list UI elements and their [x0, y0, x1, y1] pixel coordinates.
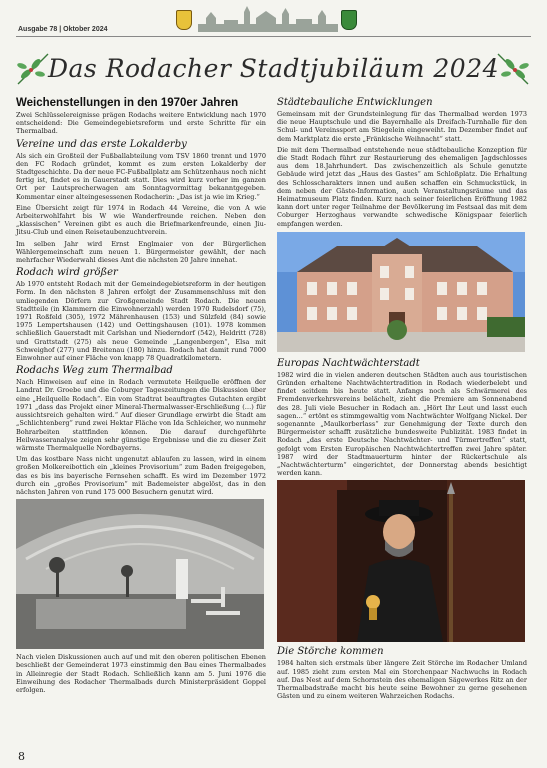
section-heading: Vereine und das erste Lokalderby	[16, 138, 187, 150]
paragraph: Nach vielen Diskussionen auch auf und mit den oberen politischen Ebenen beschließt der Gemeinderat 1973 einstimmig den Bau eines Thermalbades in Alleinregie der Stadt Rodach. Schließlich kann am 5. Juni 1976 die Einweihung des Rodacher Thermalbads durch Ministerpräsident Goppel erfolgen.	[16, 653, 266, 694]
paragraph: Als sich ein Großteil der Fußballabteilung vom TSV 1860 trennt und 1970 den FC Rodach gründet, kommt es zum ersten Lokalderby der Stadtgeschichte. Da der neue FC-Fußballplatz am Schützenhaus noch nicht fertig ist, findet es in Gauerstadt statt. Dies wird kurz vorher im ganzen Ort per Lautsprecherwagen am Sonntagvormittag bekanntgegeben. Kommentar einer alteingesessenen Rodacherin: „Das ist ja wie im Krieg.“	[16, 151, 266, 201]
page-header	[0, 0, 547, 40]
left-column	[16, 94, 266, 697]
section-heading: Die Störche kommen	[277, 646, 384, 658]
castle-photo	[277, 232, 525, 352]
thermal-bath-photo	[16, 499, 264, 649]
article-headline: Weichenstellungen in den 1970er Jahren	[16, 97, 239, 109]
district-crest-icon	[341, 10, 357, 30]
article-intro: Zwei Schlüsselereignisse prägen Rodachs weitere Entwicklung nach 1970 entscheidend: Die Gemeindegebietsreform und erste Schritte für ein Thermalbad.	[16, 111, 266, 136]
paragraph: Um das kostbare Nass nicht ungenutzt ablaufen zu lassen, wird in einem großen Molkereibottich ein „kleines Provisorium“ zum Baden freigegeben, das es bis ins bayerische Fernsehen schafft. Es wird im Dezember 1972 durch ein „großes Provisorium“ mit Bademeister abgelöst, das in den nächsten Jahren von rund 175 000 Besuchern genutzt wird.	[16, 455, 266, 496]
section-heading: Städtebauliche Entwicklungen	[277, 97, 433, 108]
page-title: Das Rodacher Stadtjubiläum 2024	[47, 54, 500, 83]
section-heading: Rodachs Weg zum Thermalbad	[16, 365, 173, 377]
section-heading: Europas Nachtwächterstadt	[277, 357, 420, 369]
page-number: 8	[18, 750, 25, 763]
town-skyline-icon	[198, 6, 338, 32]
paragraph: Eine Übersicht zeigt für 1974 in Rodach 44 Vereine, die von A wie Arbeiterwohlfahrt bis W wie Wanderfreunde reichen. Neben den „klassischen“ Vereinen gibt es auch die Briefmarkenfreunde, einen Jiu-Jitsu-Club und einen Reisetaubenzuchtverein.	[16, 203, 266, 237]
issue-label: Ausgabe 78 | Oktober 2024	[18, 26, 108, 33]
paragraph: Gemeinsam mit der Grundsteinlegung für das Thermalbad werden 1973 die neue Hauptschule und die Bayernhalle als Dreifach-Turnhalle für den Schul- und Vereinssport am Stiegelein eingeweiht. Im Dezember findet auf dem Marktplatz die erste „Fränkische Weihnacht“ statt.	[277, 110, 527, 143]
paragraph: 1982 wird die in vielen anderen deutschen Städten auch aus touristischen Gründen erhaltene Nachtwächtertradition in Rodach wiederbelebt und findet seitdem bis heute statt. Anfangs noch als Schwärmerei des Fremdenverkehrsvereins belächelt, zieht die Premiere am Sonnenabend des 28. Juli viele Besucher in Rodach an. „Hört Ihr Leut und lasst euch sagen…“ ertönt es stimmgewaltig vom Nachtwächter Wolfgang Nickel. Der sogenannte „Maulkorberlass“ zur Genehmigung der Texte durch den Bürgermeister schafft zusätzliche bundesweite Publizität. 1983 findet in Rodach „das erste Deutsche Nachtwächter- und Türmertreffen“ statt, gefolgt vom Ersten Europäischen Nachtwächtertreffen zwei Jahre später. 1987 wird der Stadtmauerturm hinter der Rückertschule als „Nachtwächterturm“ eingerichtet, der Donnerstag abends besichtigt werden kann.	[277, 370, 527, 478]
right-column	[277, 94, 527, 704]
header-rule	[16, 36, 531, 37]
paragraph: Im selben Jahr wird Ernst Englmaier von der Bürgerlichen Wählergemeinschaft zum neuen 1. Bürgermeister gewählt, der nach mehrfacher Wiederwahl dieses Amt die nächsten 20 Jahre innehat.	[16, 239, 266, 265]
paragraph: Ab 1970 entsteht Rodach mit der Gemeindegebietsreform in der heutigen Form. In den nächsten 8 Jahren erfolgt der Zusammenschluss mit den umliegenden Dörfern zur Großgemeinde Stadt Rodach. Die neuen Stadtteile (in Klammern die Einwohnerzahl) werden 1970 Rudelsdorf (75), 1971 Roßfeld (305), 1972 Mährenhausen (153) und Sülzfeld (84) sowie 1975 Lempertshausen (142) und Oettingshausen (101). 1978 kommen schließlich Gauerstadt mit Carlshan und Niederndorf (542), Heldritt (728) und Grattstadt (275) als neue Gemeinde „Langenbergen“, Elsa mit Schweighof (277) und Breitenau (180) hinzu. Rodach hat damit rund 7000 Einwohner auf einer Fläche von knapp 78 Quadratkilometern.	[16, 280, 266, 363]
night-watchman-photo	[277, 480, 525, 642]
coat-of-arms-icon	[176, 10, 192, 30]
paragraph: 1984 halten sich erstmals über längere Zeit Störche im Rodacher Umland auf. 1985 zieht zum ersten Mal ein Storchenpaar Nachwuchs in Rodach auf. Das Nest auf dem Schornstein des ehemaligen Sägewerkes Ritz an der Thermalbadstraße macht bis heute seine Bewohner zu gerne gesehenen Gästen und zu einem weiteren Wahrzeichen Rodachs.	[277, 659, 527, 701]
section-heading: Rodach wird größer	[16, 267, 118, 279]
paragraph: Nach Hinweisen auf eine in Rodach vermutete Heilquelle eröffnen der Landrat Dr. Groebe und die Coburger Tageszeitungen die Diskussion über eine „Heilquelle Rodach“. Ein vom Stadtrat beauftragtes Gutachten ergibt 1971 „dass das Projekt einer Mineral-Thermalwasser-Erschließung (…) für aussichtsreich gehalten wird.“ Auf dieser Grundlage erwirbt die Stadt am „Schlichtenberg“ rund zwei Hektar Fläche von Ida Schleicher, wo nunmehr Bohrarbeiten stattfinden können. Die darauf durchgeführte Heilwasseranalyse zeigen sehr günstige Ergebnisse und die zu dieser Zeit wärmste Thermalquelle Nordbayerns.	[16, 378, 266, 452]
paragraph: Die mit dem Thermalbad entstehende neue städtebauliche Konzeption für die Stadt Rodach führt zur Restaurierung des ehemaligen Jagdschlosses aus dem 18.Jahrhundert. Das zwischenzeitlich als Schule genutzte Gebäude wird jetzt das „Haus des Gastes“ am Schloßplatz. Die Erhaltung des Schlosscharakters innen und außen schaffen ein Schmuckstück, in dem neben der Gäste-Information, auch Veranstaltungsräume und das Heimatmuseum Platz finden. Kurz nach seiner feierlichen Eröffnung 1982 kann dort unter reger Teilnahme der Bevölkerung im Festsaal das mit dem Coburger Herzoghaus verwandte schwedische Königspaar feierlich empfangen werden.	[277, 145, 527, 228]
